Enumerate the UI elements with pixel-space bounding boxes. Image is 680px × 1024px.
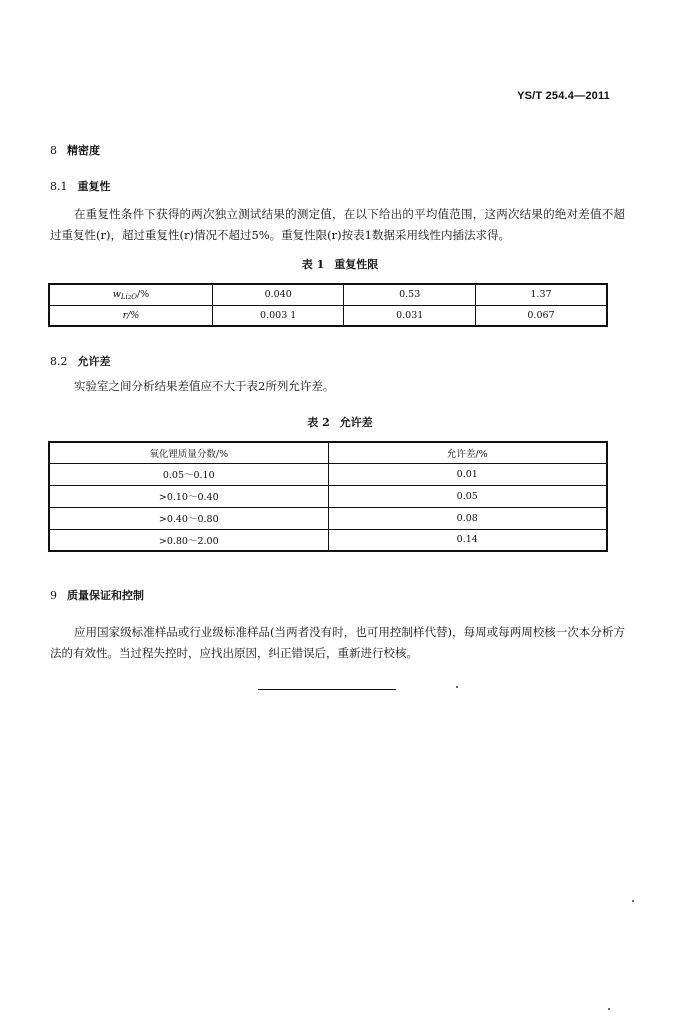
table-row <box>49 284 607 305</box>
table-2-allowable-difference <box>48 441 608 552</box>
scan-speck <box>456 686 458 688</box>
table-row <box>49 485 607 507</box>
section-9-heading <box>50 587 144 603</box>
table-2-caption <box>0 414 680 430</box>
table-cell: 0.031 <box>344 305 476 326</box>
quality-control-paragraph: 应用国家级标准样品或行业级标准样品(当两者没有时，也可用控制样代替)，每周或每两周校核一次本分析方法的有效性。当过程失控时，应找出原因，纠正错误后，重新进行校核。 <box>50 625 625 660</box>
table-number: 表 1 <box>301 258 325 271</box>
table-cell: 0.05～0.10 <box>49 463 328 485</box>
table-cell: 0.05 <box>328 485 607 507</box>
section-title: 质量保证和控制 <box>67 589 144 602</box>
table-cell: 0.53 <box>344 284 476 305</box>
subsection-number: 8.1 <box>50 180 68 193</box>
table-header-row <box>49 442 607 463</box>
column-header-mass-fraction: 氧化锂质量分数/% <box>49 442 328 463</box>
table-cell: >0.40～0.80 <box>49 507 328 529</box>
allowable-difference-paragraph: 实验室之间分析结果差值应不大于表2所列允许差。 <box>74 379 335 393</box>
table-title: 重复性限 <box>334 258 379 271</box>
table-row <box>49 529 607 551</box>
table-cell: >0.80～2.00 <box>49 529 328 551</box>
table-1-caption <box>0 256 680 272</box>
subsection-title: 允许差 <box>77 355 111 368</box>
table-row <box>49 305 607 326</box>
section-title: 精密度 <box>67 144 100 157</box>
table-cell: 0.01 <box>328 463 607 485</box>
table-number: 表 2 <box>307 416 330 429</box>
scan-speck <box>632 900 634 902</box>
standard-code: YS/T 254.4—2011 <box>517 90 610 102</box>
table-row <box>49 463 607 485</box>
column-header-allowable-difference: 允许差/% <box>328 442 607 463</box>
table-row <box>49 507 607 529</box>
table-1-repeatability <box>48 283 608 327</box>
row-label-repeatability: r/% <box>49 305 212 326</box>
end-rule <box>258 689 396 690</box>
table-cell: 0.003 1 <box>212 305 344 326</box>
table-cell: 0.067 <box>475 305 607 326</box>
table-title: 允许差 <box>339 416 373 429</box>
row-label-mass-fraction: $w_{Li2O}/\%$ <box>49 284 212 305</box>
section-number: 8 <box>50 144 57 157</box>
scan-speck <box>608 1008 610 1010</box>
table-cell: 0.08 <box>328 507 607 529</box>
section-8-heading <box>50 142 100 158</box>
subsection-title: 重复性 <box>77 180 111 193</box>
subsection-8-2-heading <box>50 353 111 369</box>
repeatability-paragraph: 在重复性条件下获得的两次独立测试结果的测定值，在以下给出的平均值范围，这两次结果的绝对差值不超过重复性(r)，超过重复性(r)情况不超过5%。重复性限(r)按表1数据采用线性内插法求得。 <box>50 207 625 242</box>
table-cell: 0.040 <box>212 284 344 305</box>
table-cell: 0.14 <box>328 529 607 551</box>
table-cell: 1.37 <box>475 284 607 305</box>
section-number: 9 <box>50 589 57 602</box>
subsection-8-1-heading <box>50 178 111 194</box>
table-cell: >0.10～0.40 <box>49 485 328 507</box>
subsection-number: 8.2 <box>50 355 68 368</box>
